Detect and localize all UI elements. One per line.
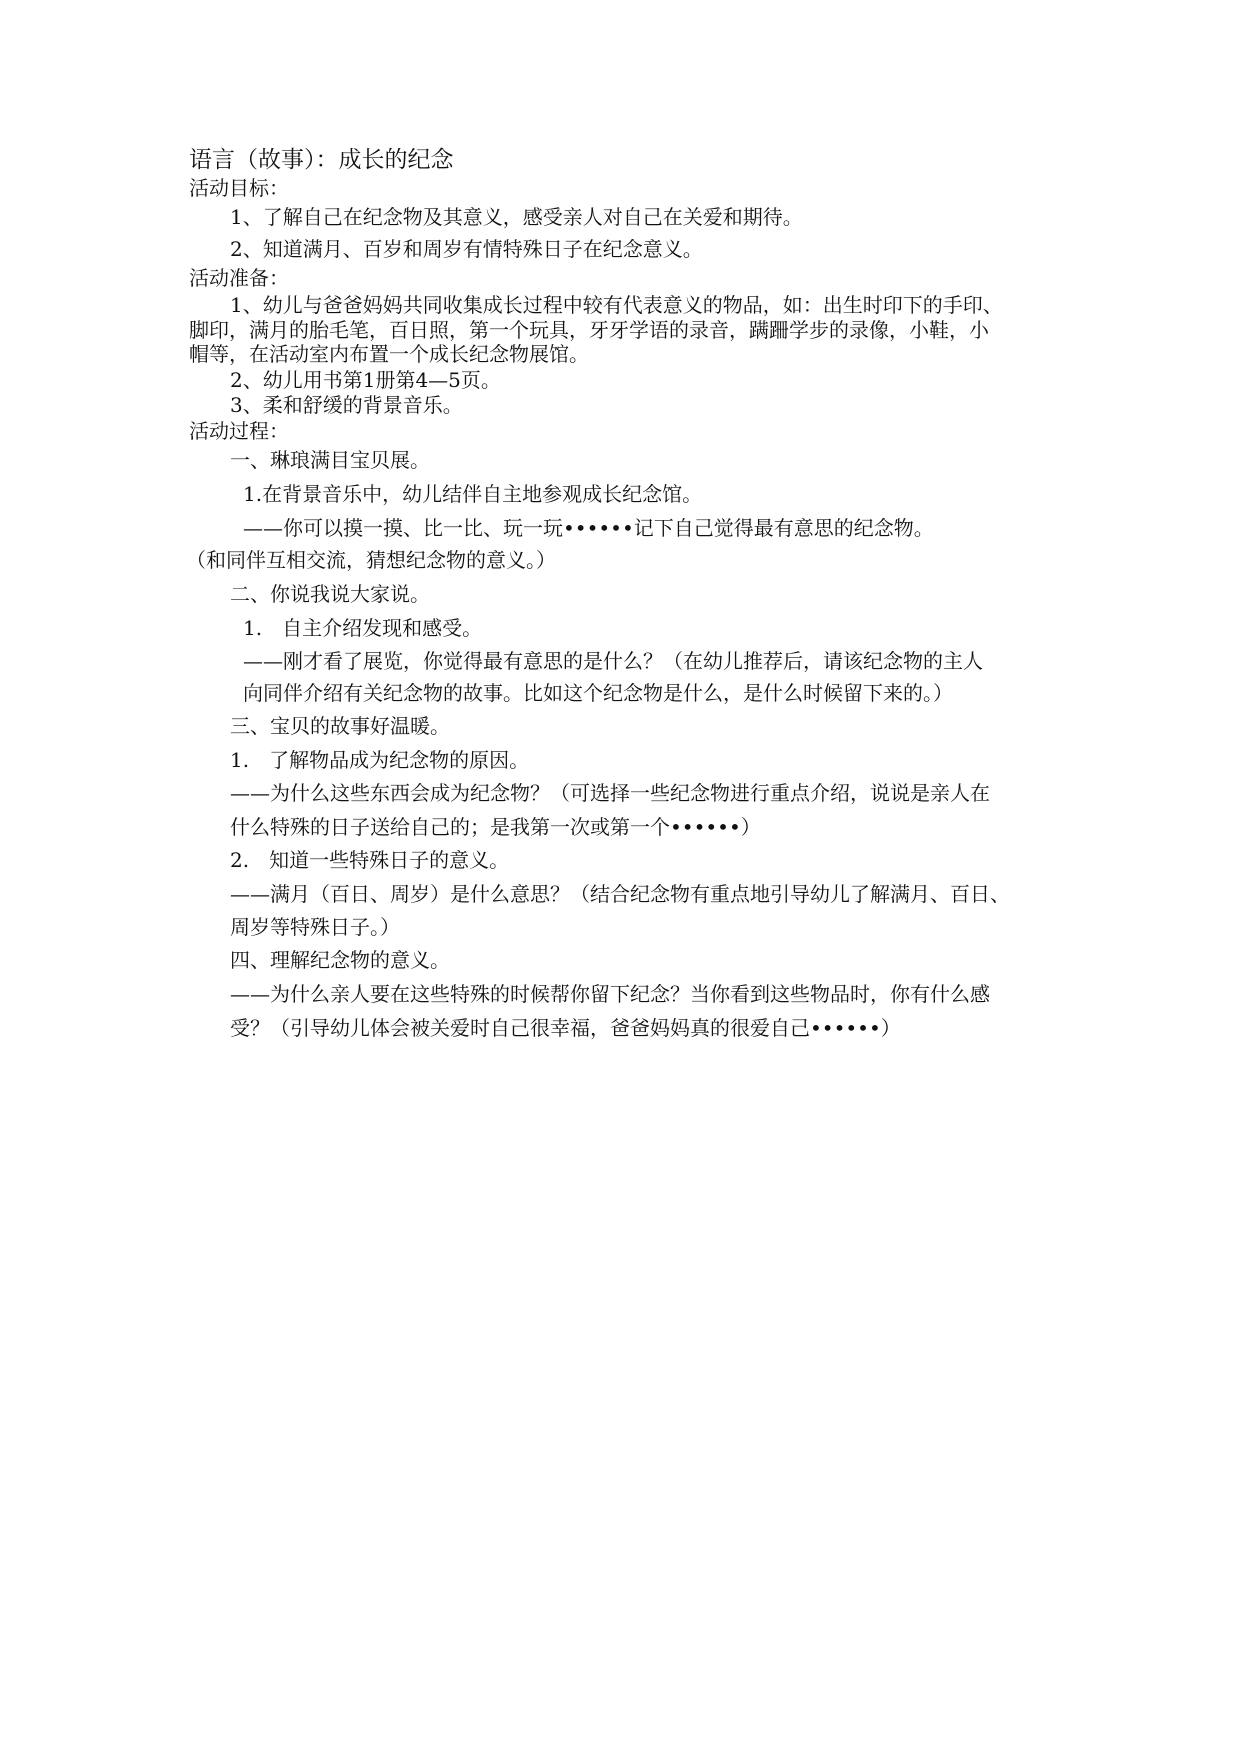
prep-item-line: 帽等，在活动室内布置一个成长纪念物展馆。	[189, 342, 589, 366]
section-text: ——为什么这些东西会成为纪念物？（可选择一些纪念物进行重点介绍，说说是亲人在	[230, 781, 990, 805]
goal-item: 1、了解自己在纪念物及其意义，感受亲人对自己在关爱和期待。	[230, 205, 803, 229]
section-text: （和同伴互相交流，猜想纪念物的意义。）	[186, 548, 556, 572]
prep-item: 2、幼儿用书第1册第4—5页。	[230, 368, 501, 392]
section-text: 什么特殊的日子送给自己的；是我第一次或第一个••••••）	[230, 815, 761, 839]
goals-heading: 活动目标：	[189, 176, 289, 200]
section-step: 1. 了解物品成为纪念物的原因。	[230, 748, 530, 772]
section-heading: 二、你说我说大家说。	[230, 582, 430, 606]
section-text: ——你可以摸一摸、比一比、玩一玩••••••记下自己觉得最有意思的纪念物。	[243, 516, 934, 540]
section-heading: 四、理解纪念物的意义。	[230, 948, 450, 972]
section-text: ——为什么亲人要在这些特殊的时候帮你留下纪念？当你看到这些物品时，你有什么感	[230, 982, 990, 1006]
section-text: 受？（引导幼儿体会被关爱时自己很幸福，爸爸妈妈真的很爱自己••••••）	[230, 1016, 901, 1040]
section-text: 向同伴介绍有关纪念物的故事。比如这个纪念物是什么，是什么时候留下来的。）	[243, 681, 953, 705]
section-heading: 一、琳琅满目宝贝展。	[230, 448, 430, 472]
section-text: ——刚才看了展览，你觉得最有意思的是什么？（在幼儿推荐后，请该纪念物的主人	[243, 649, 983, 673]
process-heading: 活动过程：	[189, 419, 289, 443]
goal-item: 2、知道满月、百岁和周岁有情特殊日子在纪念意义。	[230, 237, 703, 261]
section-text: 周岁等特殊日子。）	[230, 915, 400, 939]
document-title: 语言（故事）：成长的纪念	[189, 147, 454, 173]
section-step: 2. 知道一些特殊日子的意义。	[230, 848, 510, 872]
section-step: 1. 自主介绍发现和感受。	[243, 616, 483, 640]
prep-heading: 活动准备：	[189, 266, 289, 290]
section-text: ——满月（百日、周岁）是什么意思？（结合纪念物有重点地引导幼儿了解满月、百日、	[230, 882, 1010, 906]
prep-item-line: 脚印，满月的胎毛笔，百日照，第一个玩具，牙牙学语的录音，蹒跚学步的录像，小鞋，小	[189, 318, 989, 342]
prep-item: 3、柔和舒缓的背景音乐。	[230, 393, 463, 417]
section-heading: 三、宝贝的故事好温暖。	[230, 714, 450, 738]
section-step: 1.在背景音乐中，幼儿结伴自主地参观成长纪念馆。	[243, 482, 703, 506]
prep-item-line: 1、幼儿与爸爸妈妈共同收集成长过程中较有代表意义的物品，如：出生时印下的手印、	[230, 293, 1003, 317]
